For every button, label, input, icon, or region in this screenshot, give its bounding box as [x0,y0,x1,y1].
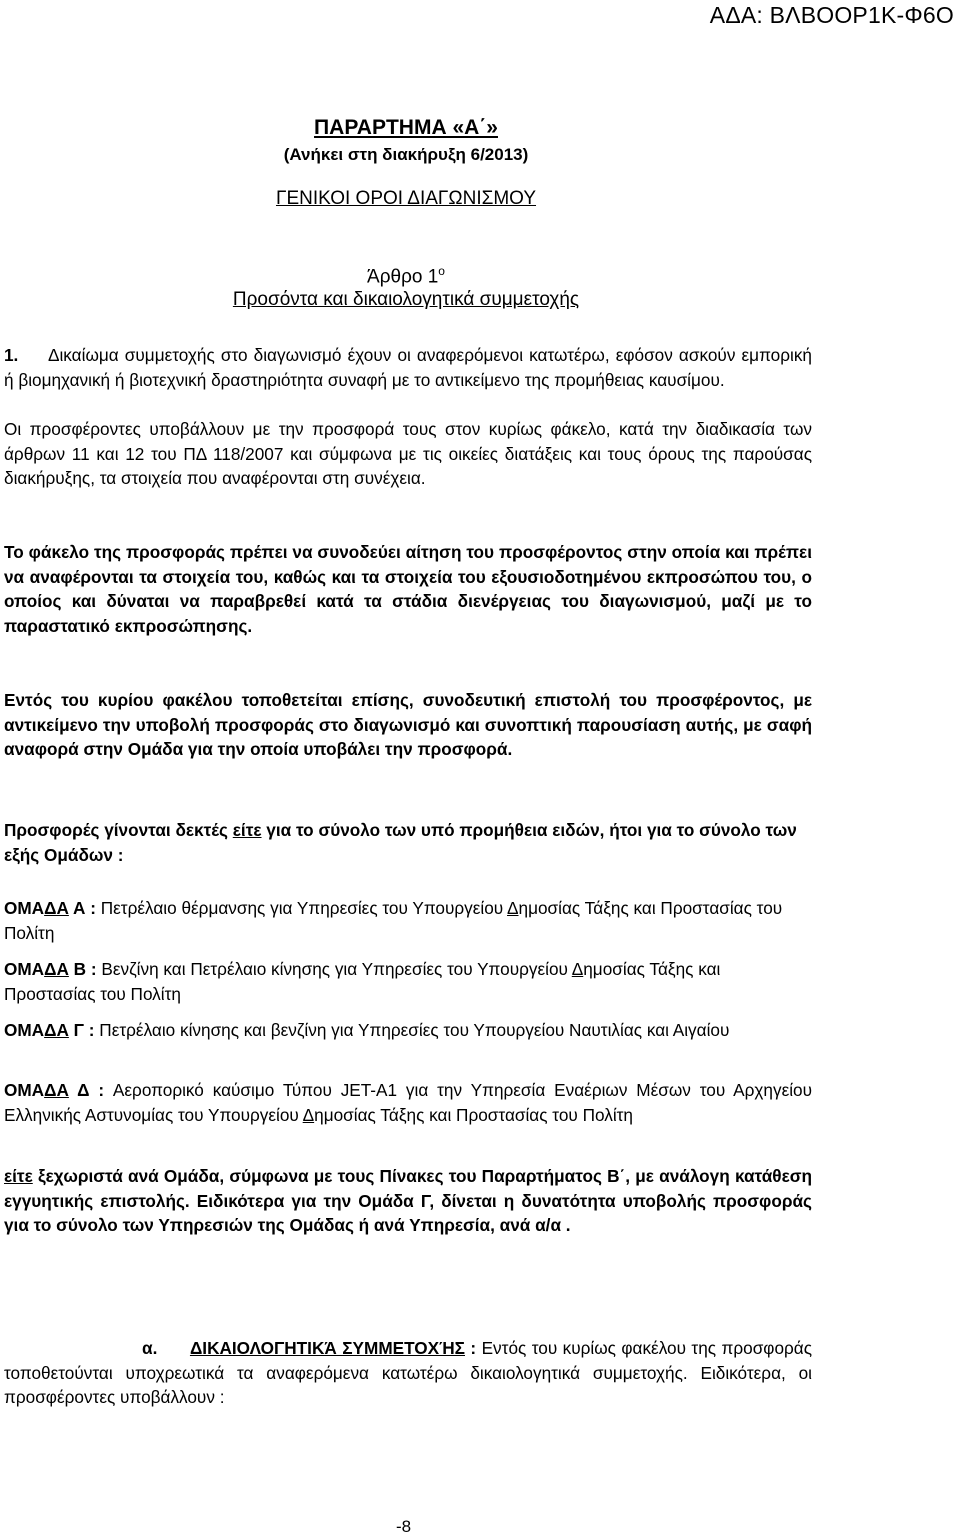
page-number: -8 [396,1517,412,1536]
annex-title: ΠΑΡΑΡΤΗΜΑ «Α΄» [314,116,498,139]
group-b: ΟΜΑΔΑ Β : Βενζίνη και Πετρέλαιο κίνησης για Υπηρεσίες του Υπουργείου Δημοσίας Τάξης και Προστασίας του Πολίτη [4,959,721,1004]
section-a-title: ΔΙΚΑΙΟΛΟΓΗΤΙΚΆ ΣΥΜΜΕΤΟΧΉΣ [189,1338,465,1358]
article-title: Προσόντα και δικαιολογητικά συμμετοχής [232,289,580,310]
article-heading: Άρθρο $1^o$ [367,264,445,288]
paragraph-5: Προσφορές γίνονται δεκτές είτε για το σύνολο των υπό προμήθεια ειδών, ήτοι για το σύνολο των εξής Ομάδων : [4,820,797,865]
ada-code: ΑΔΑ: ΒΛΒΟΟΡ1Κ-Φ6Ο [709,2,954,28]
group-a: ΟΜΑΔΑ Α : Πετρέλαιο θέρμανσης για Υπηρεσίες του Υπουργείου Δημοσίας Τάξης και Προστασίας του Πολίτη [4,898,783,943]
paragraph-number: 1. [4,345,19,365]
group-c: ΟΜΑΔΑ Γ : Πετρέλαιο κίνησης και βενζίνη για Υπηρεσίες του Υπουργείου Ναυτιλίας και Αιγαίου [4,1020,730,1040]
paragraph-4: Εντός του κυρίου φακέλου τοποθετείται επίσης, συνοδευτική επιστολή του προσφέροντος, με αντικείμενο την υποβολή προσφοράς στο διαγωνισμό και συνοπτική παρουσίαση αυτής, με σαφή αναφορά στην Ομάδα για την οποία υποβάλει την προσφορά. [4,690,812,759]
paragraph-3: Το φάκελο της προσφοράς πρέπει να συνοδεύει αίτηση του προσφέροντος στην οποία και πρέπει να αναφέρονται τα στοιχεία του, καθώς και τα στοιχεία του εξουσιοδοτημένου εκπροσώπου του, ο οποίος και δύναται να παραβρεθεί κατά τα στάδια διενέργειας του διαγωνισμού, μαζί με το παραστατικό εκπροσώπησης. [4,542,812,636]
separate-offers-paragraph: είτε ξεχωριστά ανά Ομάδα, σύμφωνα με τους Πίνακες του Παραρτήματος Β΄, με ανάλογη κατάθεση εγγυητικής επιστολής. Ειδικότερα για την Ομάδα Γ, δίνεται η δυνατότητα υποβολής προσφοράς για το σύνολο των Υπηρεσιών της Ομάδας ή ανά Υπηρεσία, ανά α/α . [4,1166,812,1235]
paragraph-2: Οι προσφέροντες υποβάλλουν με την προσφορά τους στον κυρίως φάκελο, κατά την διαδικασία των άρθρων 11 και 12 του ΠΔ 118/2007 και σύμφωνα με τις οικείες διατάξεις και τους όρους της παρούσας διακήρυξης, τα στοιχεία που αναφέρονται στη συνέχεια. [4,419,812,488]
general-terms-heading: ΓΕΝΙΚΟΙ ΟΡΟΙ ΔΙΑΓΩΝΙΣΜΟΥ [275,188,537,209]
section-a: α. ΔΙΚΑΙΟΛΟΓΗΤΙΚΆ ΣΥΜΜΕΤΟΧΉΣ : Εντός του κυρίως φακέλου της προσφοράς τοποθετούνται υποχρεωτικά τα αναφερόμενα κατωτέρω δικαιολογητικά συμμετοχής. Ειδικότερα, οι προσφέροντες υποβάλλουν : [4,1338,812,1407]
group-d: ΟΜΑΔΑ Δ : Αεροπορικό καύσιμο Τύπου JET-A1 για την Υπηρεσία Εναέριων Μέσων του Αρχηγείου Ελληνικής Αστυνομίας του Υπουργείου Δημοσίας Τάξης και Προστασίας του Πολίτη [4,1080,813,1125]
paragraph-1: 1. Δικαίωμα συμμετοχής στο διαγωνισμό έχουν οι αναφερόμενοι κατωτέρω, εφόσον ασκούν εμπορική ή βιομηχανική ή βιοτεχνική δραστηριότητα συναφή με το αντικείμενο της προμήθειας καυσίμου. [4,345,812,390]
annex-subtitle: (Ανήκει στη διακήρυξη 6/2013) [283,145,529,164]
section-a-label: α. [142,1338,158,1358]
